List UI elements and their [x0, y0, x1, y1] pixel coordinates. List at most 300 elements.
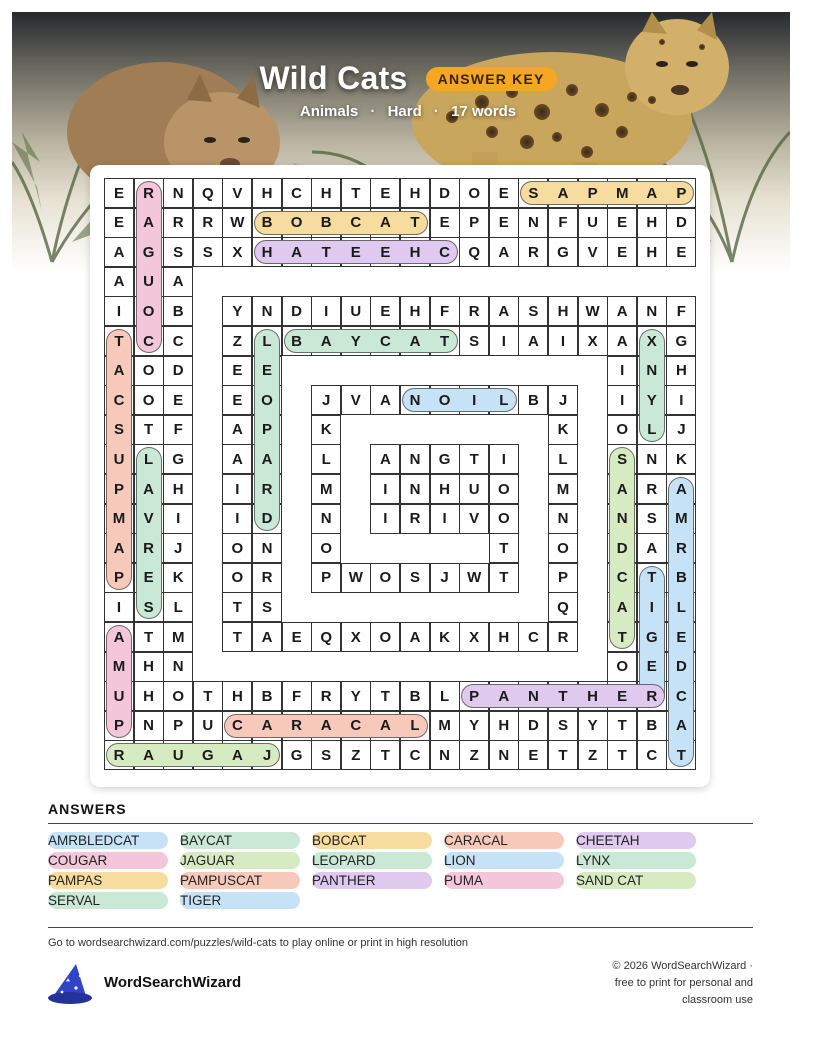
grid-letter: S — [409, 569, 420, 587]
grid-letter: N — [527, 214, 539, 232]
grid-letter: B — [261, 214, 273, 232]
grid-letter: E — [380, 184, 391, 202]
grid-letter: E — [617, 243, 628, 261]
grid-letter: S — [557, 717, 568, 735]
grid-letter: W — [467, 569, 482, 587]
answer-word: BOBCAT — [312, 832, 432, 849]
grid-letter: T — [440, 332, 450, 350]
grid-letter: B — [291, 332, 303, 350]
grid-letter: T — [647, 569, 657, 587]
grid-letter: P — [113, 480, 124, 498]
grid-letter: R — [557, 628, 569, 646]
grid-letter: N — [261, 302, 273, 320]
grid-letter: E — [143, 569, 154, 587]
answer-word: SAND CAT — [576, 872, 696, 889]
grid-letter: A — [143, 746, 155, 764]
grid-letter: K — [675, 450, 687, 468]
grid-letter: N — [646, 302, 658, 320]
grid-letter: S — [528, 184, 539, 202]
grid-letter: M — [438, 717, 451, 735]
grid-letter: P — [113, 569, 124, 587]
grid-letter: U — [113, 450, 125, 468]
answers-heading: ANSWERS — [48, 801, 127, 817]
grid-letter: V — [469, 510, 480, 528]
copyright-line: © 2026 WordSearchWizard · — [612, 960, 753, 972]
grid-letter: Y — [587, 717, 598, 735]
grid-letter: G — [142, 243, 155, 261]
grid-letter: C — [616, 569, 628, 587]
grid-letter: I — [501, 450, 506, 468]
grid-letter: A — [113, 243, 125, 261]
online-link-text[interactable]: Go to wordsearchwizard.com/puzzles/wild-cats to play online or print in high resolution — [48, 937, 469, 949]
grid-letter: N — [498, 746, 510, 764]
grid-letter: A — [113, 539, 125, 557]
grid-letter: A — [498, 687, 510, 705]
puzzle-meta — [0, 103, 816, 120]
answer-word: CHEETAH — [576, 832, 696, 849]
word-count-label: 17 words — [451, 103, 517, 120]
grid-letter: A — [379, 214, 391, 232]
grid-letter: F — [173, 421, 183, 439]
grid-letter: G — [675, 332, 688, 350]
grid-letter: X — [350, 628, 361, 646]
grid-letter: I — [620, 391, 625, 409]
meta-separator: · — [433, 103, 439, 120]
grid-letter: A — [231, 746, 243, 764]
grid-letter: I — [442, 510, 447, 528]
grid-letter: E — [617, 687, 628, 705]
grid-letter: C — [646, 746, 658, 764]
grid-letter: O — [497, 480, 510, 498]
answer-word: BAYCAT — [180, 832, 300, 849]
answer-word: LYNX — [576, 852, 696, 869]
grid-letter: A — [409, 628, 421, 646]
grid-letter: O — [616, 658, 629, 676]
grid-letter: O — [142, 362, 155, 380]
wizard-hat-icon — [46, 962, 94, 1006]
copyright-line: classroom use — [682, 994, 753, 1006]
grid-letter: V — [143, 510, 154, 528]
grid-letter: E — [261, 362, 272, 380]
grid-letter: O — [172, 687, 185, 705]
grid-letter: Z — [588, 746, 598, 764]
grid-letter: I — [649, 598, 654, 616]
grid-letter: S — [113, 421, 124, 439]
grid-letter: M — [171, 628, 185, 646]
grid-letter: L — [173, 598, 183, 616]
grid-letter: Q — [557, 598, 569, 616]
grid-letter: A — [646, 184, 658, 202]
grid-letter: L — [676, 598, 686, 616]
grid-letter: U — [202, 717, 214, 735]
grid-letter: O — [231, 569, 244, 587]
grid-letter: F — [292, 687, 302, 705]
grid-letter: Y — [469, 717, 480, 735]
puzzle-title: Wild Cats — [259, 60, 408, 96]
grid-letter: L — [262, 332, 272, 350]
grid-letter: T — [558, 746, 568, 764]
grid-letter: A — [498, 302, 510, 320]
grid-letter: N — [616, 510, 628, 528]
grid-letter: H — [557, 302, 569, 320]
grid-letter: T — [114, 332, 124, 350]
grid-letter: C — [675, 687, 687, 705]
grid-letter: A — [261, 717, 273, 735]
grid-letter: L — [410, 717, 420, 735]
grid-letter: T — [203, 687, 213, 705]
answer-word: LEOPARD — [312, 852, 432, 869]
answer-word: CARACAL — [444, 832, 564, 849]
grid-letter: I — [116, 598, 122, 616]
grid-letter: P — [469, 214, 480, 232]
grid-letter: N — [409, 391, 421, 409]
grid-letter: E — [617, 214, 628, 232]
grid-letter: H — [587, 687, 599, 705]
grid-letter: R — [113, 746, 125, 764]
grid-letter: S — [617, 450, 628, 468]
grid-letter: D — [261, 510, 273, 528]
grid-letter: A — [646, 539, 658, 557]
grid-letter: A — [616, 598, 628, 616]
grid-letter: H — [409, 243, 421, 261]
grid-letter: J — [677, 421, 686, 439]
grid-letter: D — [616, 539, 628, 557]
grid-letter: K — [320, 421, 332, 439]
answer-word: COUGAR — [48, 852, 168, 869]
grid-letter: A — [675, 717, 687, 735]
grid-letter: B — [409, 687, 421, 705]
grid-letter: O — [557, 539, 569, 557]
grid-letter: G — [645, 628, 658, 646]
grid-letter: E — [439, 214, 450, 232]
grid-letter: E — [232, 362, 243, 380]
grid-letter: L — [647, 421, 657, 439]
grid-letter: E — [498, 214, 509, 232]
grid-letter: N — [143, 717, 155, 735]
grid-letter: I — [472, 391, 477, 409]
grid-letter: Z — [469, 746, 479, 764]
grid-letter: A — [143, 214, 155, 232]
grid-letter: G — [172, 450, 185, 468]
category-label: Animals — [299, 103, 359, 120]
grid-letter: H — [320, 184, 332, 202]
divider — [48, 823, 753, 824]
grid-letter: E — [380, 243, 391, 261]
answer-word: PANTHER — [312, 872, 432, 889]
grid-letter: E — [676, 243, 687, 261]
grid-letter: R — [291, 717, 303, 735]
grid-letter: R — [646, 687, 658, 705]
grid-letter: N — [172, 658, 184, 676]
grid-letter: S — [321, 746, 332, 764]
grid-letter: R — [320, 687, 332, 705]
grid-letter: Y — [350, 332, 361, 350]
grid-letter: H — [646, 214, 658, 232]
grid-letter: H — [646, 243, 658, 261]
grid-letter: Z — [351, 746, 361, 764]
grid-letter: H — [143, 658, 155, 676]
grid-letter: N — [557, 510, 569, 528]
grid-letter: H — [498, 717, 510, 735]
grid-letter: S — [173, 243, 184, 261]
grid-letter: G — [290, 746, 303, 764]
answer-word: PAMPAS — [48, 872, 168, 889]
grid-letter: H — [143, 687, 155, 705]
grid-letter: L — [321, 450, 331, 468]
grid-letter: C — [439, 243, 451, 261]
grid-letter: T — [469, 450, 479, 468]
grid-letter: W — [348, 569, 363, 587]
grid-letter: I — [324, 302, 329, 320]
grid-letter: D — [291, 302, 303, 320]
grid-letter: T — [321, 243, 331, 261]
grid-letter: R — [646, 480, 658, 498]
grid-letter: A — [557, 184, 569, 202]
grid-letter: P — [321, 569, 332, 587]
grid-letter: D — [675, 214, 687, 232]
grid-letter: K — [172, 569, 184, 587]
grid-letter: N — [261, 539, 273, 557]
grid-letter: E — [291, 628, 302, 646]
grid-letter: R — [409, 510, 421, 528]
grid-letter: J — [558, 391, 568, 409]
answer-word: SERVAL — [48, 892, 168, 909]
grid-letter: L — [558, 450, 568, 468]
grid-letter: Y — [232, 302, 243, 320]
grid-letter: E — [528, 746, 539, 764]
grid-letter: C — [113, 391, 125, 409]
grid-letter: U — [350, 302, 362, 320]
grid-letter: P — [587, 184, 598, 202]
answer-word: LION — [444, 852, 564, 869]
grid-letter: N — [527, 687, 539, 705]
copyright-line: free to print for personal and — [614, 977, 753, 989]
grid-letter: S — [646, 510, 657, 528]
grid-letter: A — [231, 421, 243, 439]
grid-letter: C — [291, 184, 303, 202]
grid-letter: M — [112, 658, 126, 676]
grid-letter: Q — [320, 628, 333, 646]
grid-letter: J — [440, 569, 449, 587]
grid-letter: Y — [646, 391, 657, 409]
grid-letter: S — [469, 332, 480, 350]
grid-letter: S — [261, 598, 272, 616]
grid-letter: B — [527, 391, 539, 409]
grid-letter: I — [620, 362, 625, 380]
grid-letter: O — [142, 302, 155, 320]
grid-letter: P — [676, 184, 687, 202]
grid-letter: E — [173, 391, 184, 409]
grid-letter: M — [112, 510, 126, 528]
divider — [48, 927, 753, 928]
grid-letter: T — [617, 746, 627, 764]
grid-letter: B — [675, 569, 687, 587]
grid-letter: E — [350, 243, 361, 261]
grid-letter: V — [350, 391, 361, 409]
grid-letter: K — [439, 628, 451, 646]
grid-letter: A — [498, 243, 510, 261]
grid-letter: G — [201, 746, 214, 764]
grid-letter: N — [646, 362, 658, 380]
grid-letter: C — [527, 628, 539, 646]
grid-letter: R — [202, 214, 214, 232]
grid-letter: L — [144, 450, 154, 468]
grid-letter: A — [409, 332, 421, 350]
brand-name: WordSearchWizard — [104, 974, 242, 991]
grid-letter: I — [501, 332, 506, 350]
grid-letter: C — [350, 214, 362, 232]
grid-letter: P — [261, 421, 272, 439]
grid-letter: A — [143, 480, 155, 498]
grid-letter: T — [499, 539, 509, 557]
grid-letter: P — [557, 569, 568, 587]
grid-letter: E — [498, 184, 509, 202]
grid-letter: U — [468, 480, 480, 498]
grid-letter: A — [320, 332, 332, 350]
grid-letter: A — [231, 450, 243, 468]
grid-letter: U — [587, 214, 599, 232]
grid-letter: G — [557, 243, 569, 261]
grid-letter: T — [351, 184, 361, 202]
grid-letter: A — [113, 273, 125, 291]
grid-letter: A — [291, 243, 303, 261]
grid-letter: O — [142, 391, 155, 409]
grid-letter: B — [261, 687, 273, 705]
grid-letter: A — [379, 450, 391, 468]
answer-word: TIGER — [180, 892, 300, 909]
grid-letter: T — [499, 569, 509, 587]
grid-letter: C — [231, 717, 243, 735]
grid-letter: M — [615, 184, 629, 202]
grid-letter: R — [172, 214, 184, 232]
answer-word: AMRBLEDCAT — [48, 832, 168, 849]
grid-letter: H — [409, 184, 421, 202]
grid-letter: D — [172, 362, 184, 380]
grid-letter: A — [113, 628, 125, 646]
grid-letter: O — [616, 421, 629, 439]
grid-letter: C — [350, 717, 362, 735]
grid-letter: N — [409, 450, 421, 468]
grid-letter: O — [379, 628, 392, 646]
grid-letter: T — [558, 687, 568, 705]
grid-letter: H — [439, 480, 451, 498]
grid-letter: A — [261, 628, 273, 646]
grid-letter: J — [174, 539, 183, 557]
grid-letter: C — [409, 746, 421, 764]
answer-word: PAMPUSCAT — [180, 872, 300, 889]
grid-letter: P — [469, 687, 480, 705]
answer-key-badge: ANSWER KEY — [426, 67, 557, 91]
grid-letter: J — [262, 746, 272, 764]
grid-letter: E — [113, 184, 124, 202]
copyright-notice — [573, 958, 753, 1009]
grid-letter: E — [232, 391, 243, 409]
grid-letter: L — [440, 687, 450, 705]
grid-letter: T — [617, 717, 627, 735]
grid-letter: F — [676, 302, 686, 320]
grid-letter: A — [616, 302, 628, 320]
answer-word: JAGUAR — [180, 852, 300, 869]
grid-letter: W — [585, 302, 600, 320]
grid-letter: I — [116, 302, 122, 320]
grid-letter: K — [557, 421, 569, 439]
grid-letter: I — [383, 510, 388, 528]
grid-letter: A — [172, 273, 184, 291]
grid-letter: H — [231, 687, 243, 705]
grid-letter: A — [616, 332, 628, 350]
grid-letter: S — [528, 302, 539, 320]
grid-letter: R — [527, 243, 539, 261]
grid-letter: A — [261, 450, 273, 468]
grid-letter: S — [143, 598, 154, 616]
grid-letter: D — [527, 717, 539, 735]
grid-letter: E — [646, 658, 657, 676]
grid-letter: O — [497, 510, 510, 528]
grid-letter: E — [113, 214, 124, 232]
grid-letter: I — [679, 391, 684, 409]
grid-letter: N — [409, 480, 421, 498]
grid-letter: O — [379, 569, 392, 587]
grid-letter: O — [290, 214, 303, 232]
grid-letter: P — [113, 717, 124, 735]
grid-letter: R — [143, 184, 155, 202]
grid-letter: R — [143, 539, 155, 557]
grid-letter: O — [438, 391, 451, 409]
grid-letter: U — [143, 273, 155, 291]
grid-letter: R — [675, 539, 687, 557]
grid-letter: U — [113, 687, 125, 705]
grid-letter: T — [676, 746, 686, 764]
grid-letter: X — [232, 243, 243, 261]
difficulty-label: Hard — [387, 103, 422, 120]
grid-letter: O — [320, 539, 333, 557]
grid-letter: H — [675, 362, 687, 380]
grid-letter: J — [322, 391, 331, 409]
grid-letter: A — [616, 480, 628, 498]
title-row — [0, 60, 816, 97]
grid-letter: I — [560, 332, 566, 350]
grid-letter: Q — [468, 243, 481, 261]
grid-letter: C — [379, 332, 391, 350]
grid-letter: Y — [350, 687, 361, 705]
grid-letter: C — [172, 332, 184, 350]
grid-letter: X — [469, 628, 480, 646]
grid-letter: H — [409, 302, 421, 320]
grid-letter: D — [675, 658, 687, 676]
grid-letter: V — [587, 243, 598, 261]
grid-letter: T — [410, 214, 420, 232]
grid-letter: A — [113, 362, 125, 380]
grid-letter: L — [499, 391, 509, 409]
grid-letter: S — [202, 243, 213, 261]
grid-letter: A — [320, 717, 332, 735]
grid-letter: U — [172, 746, 184, 764]
answer-word: PUMA — [444, 872, 564, 889]
grid-letter: R — [261, 569, 273, 587]
grid-letter: T — [144, 628, 154, 646]
grid-letter: Z — [232, 332, 242, 350]
grid-letter: M — [675, 510, 688, 528]
grid-letter: X — [587, 332, 598, 350]
grid-letter: A — [379, 717, 391, 735]
grid-letter: P — [173, 717, 184, 735]
grid-letter: O — [468, 184, 481, 202]
grid-letter: E — [380, 302, 391, 320]
grid-letter: B — [172, 302, 184, 320]
grid-letter: N — [172, 184, 184, 202]
grid-letter: I — [235, 480, 240, 498]
grid-letter: T — [232, 598, 242, 616]
